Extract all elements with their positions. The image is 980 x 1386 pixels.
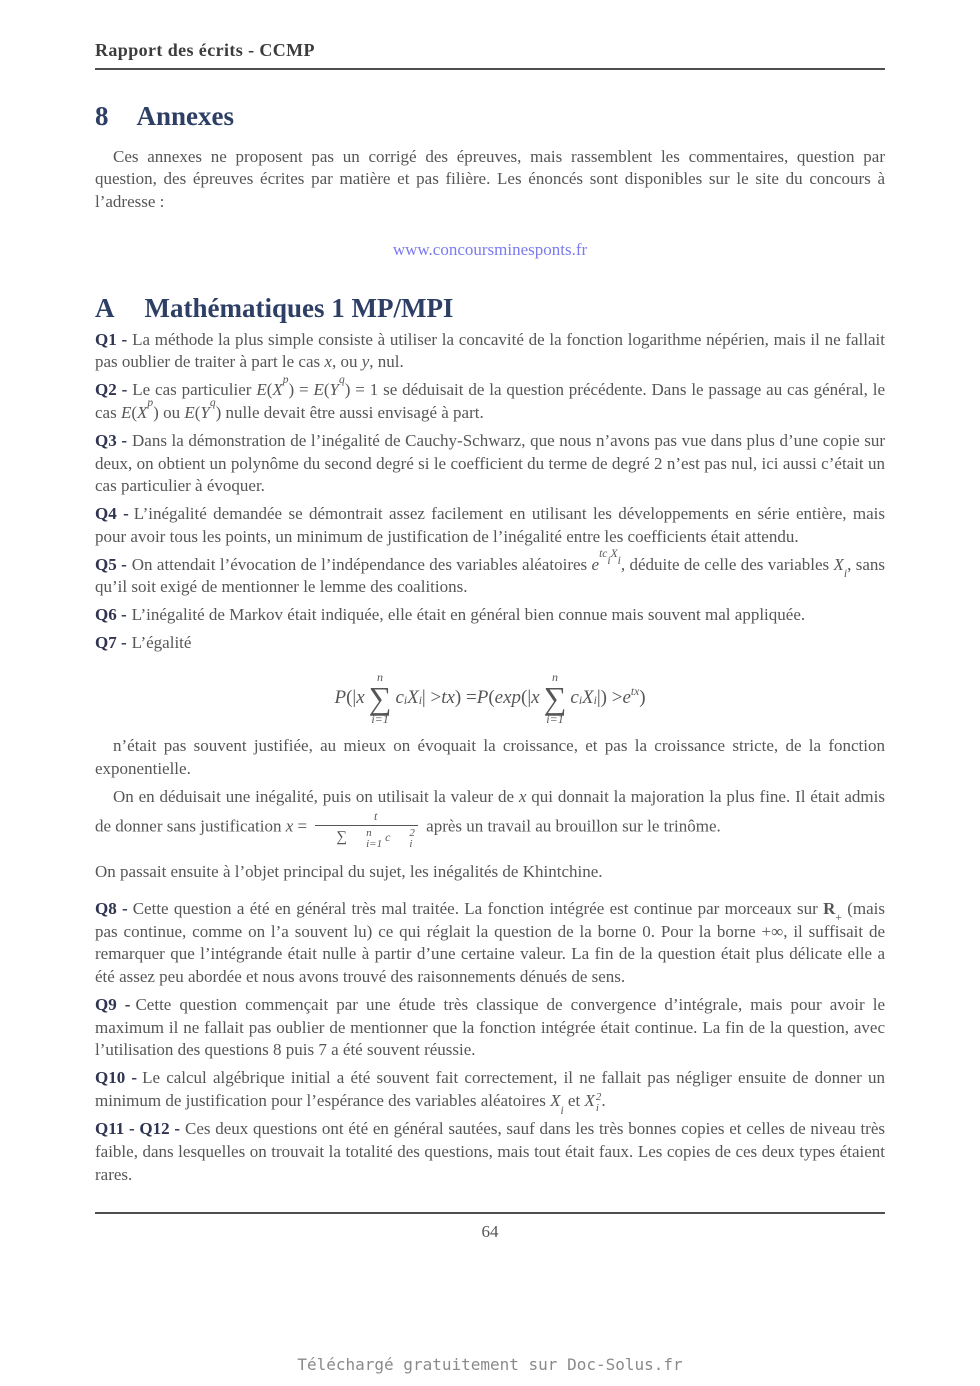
text-run: q [339, 373, 345, 386]
section-heading-math1 [95, 294, 885, 324]
text-run: i [843, 568, 848, 581]
subscript: i [409, 838, 413, 851]
question-paragraph-q4 [95, 503, 885, 549]
subscript [844, 568, 847, 580]
question-label: Q5 - [95, 554, 127, 574]
superscript [283, 374, 289, 386]
fraction-denominator [315, 825, 418, 849]
question-label: Q3 - [95, 430, 127, 450]
text-run: i [560, 1104, 564, 1117]
text-run: La méthode la plus simple consiste à utiliser la concavité de la fonction logarithme népérien, mais il ne fallait pas oublier de traiter à part le cas [95, 329, 885, 372]
paragraph-q7-comment-1 [95, 735, 885, 781]
text-run: R [823, 898, 836, 918]
concours-link[interactable]: www.concoursminesponts.fr [392, 239, 588, 259]
link-line [95, 240, 885, 260]
text-run: i [403, 695, 408, 708]
stacked-sup-sub [348, 828, 382, 850]
text-run: ( [488, 686, 495, 708]
question-label: Q4 - [95, 504, 129, 524]
text-run: p [282, 373, 289, 386]
paragraph-transition-khintchine [95, 861, 885, 884]
inline-fraction [315, 810, 418, 849]
question-label: Q10 - [95, 1068, 138, 1088]
text-run: X [272, 380, 283, 400]
text-run: On attendait l’évocation de l’indépendance des variables aléatoires [131, 554, 592, 574]
text-run: X [407, 686, 419, 708]
sum-lower-limit: i=1 [371, 712, 389, 727]
text-run: P [334, 686, 347, 708]
text-run: . [601, 1091, 606, 1110]
superscript [339, 374, 345, 386]
text-run: E [313, 380, 324, 400]
text-run: X [137, 402, 148, 422]
question-paragraph-q2 [95, 373, 886, 425]
text-run: x [324, 352, 332, 372]
section-title: Annexes [136, 101, 235, 131]
question-paragraph-q8 [95, 898, 885, 989]
text-run: , ou [331, 352, 362, 372]
text-run: | > [421, 686, 442, 708]
text-run: c [382, 829, 391, 844]
text-run: L’égalité [131, 632, 192, 652]
text-run: P [476, 686, 489, 708]
text-run: Cette question a été en général très mal traitée. La fonction intégrée est continue par morceaux sur [132, 898, 824, 918]
superscript [147, 397, 153, 409]
question-paragraph-q11-q12 [95, 1118, 885, 1186]
running-header [95, 0, 885, 70]
math-formula-khintchine-equality [95, 671, 885, 725]
text-run: X [833, 554, 844, 574]
question-paragraph-q7 [95, 632, 885, 655]
running-header-title: Rapport des écrits - CCMP [95, 40, 315, 60]
text-run: e [591, 554, 600, 574]
stacked-sup-sub [391, 828, 415, 850]
text-run: , sans qu’il soit exigé de mentionner le lemme des coalitions. [95, 554, 886, 597]
text-run: ( [266, 380, 273, 400]
question-label: Q9 - [95, 994, 131, 1014]
superscript [210, 397, 216, 409]
text-run: = [293, 816, 312, 836]
subscript [835, 912, 842, 924]
text-run: E [120, 402, 132, 422]
page-number: 64 [481, 1222, 499, 1242]
text-run: E [184, 402, 195, 422]
text-run: q [209, 396, 216, 409]
text-run: ) nulle devait être aussi envisagé à part. [215, 402, 484, 422]
text-run: X [610, 548, 618, 561]
text-run: ) = [454, 686, 477, 708]
text-run: tc [599, 548, 608, 561]
question-paragraph-q9 [95, 994, 885, 1062]
paragraph-q7-comment-2 [95, 786, 885, 851]
text-run: (| [521, 686, 532, 708]
text-run: Ces deux questions ont été en général sautées, sauf dans les très bonnes copies et celles de niveau très faible, dans lesquelles on trouvait la totalité des questions, mais tout était faux. Les copies de ces deux types étaient rares. [95, 1119, 885, 1184]
text-run: |) > [596, 686, 623, 708]
text-run: ( [323, 380, 330, 400]
text-run: + [835, 912, 842, 925]
text-run: X [584, 1091, 595, 1110]
subscript: i=1 [366, 838, 383, 851]
superscript: n [366, 827, 372, 840]
question-label: Q6 - [95, 605, 127, 625]
text-run: p [147, 396, 154, 409]
text-run: exp [494, 686, 522, 708]
text-run: n’était pas souvent justifiée, au mieux on évoquait la croissance, et pas la croissance stricte, de la fonction exponentielle. [95, 736, 885, 778]
section-heading-annexes [95, 102, 885, 132]
section-letter: A [95, 292, 115, 323]
text-run: ) ou [153, 402, 185, 422]
text-run: tx [441, 686, 455, 708]
question-label: Q2 - [95, 380, 128, 400]
text-run: et [563, 1091, 585, 1110]
subscript: i [595, 1102, 599, 1115]
text-run: Cette question commençait par une étude très classique de convergence d’intégrale, mais pour avoir le maximum il ne fallait pas oublier de mentionner que la fonction intégrée était continue. La fin de la question, avec l’utilisation des questions 8 puis 7 a été souvent réussie. [95, 994, 885, 1060]
text-run: Le calcul algébrique initial a été souvent fait correctement, il ne fallait pas négliger ensuite de donner un minimum de justification pour l’espérance des variables aléatoires [95, 1068, 885, 1110]
question-paragraph-q1 [95, 329, 885, 375]
sum-upper-limit: n [552, 669, 558, 684]
text-run: x [518, 786, 527, 806]
text-run: après un travail au brouillon sur le trinôme. [421, 816, 721, 836]
intro-paragraph: Ces annexes ne proposent pas un corrigé des épreuves, mais rassemblent les commentaires, question par question, des épreuves écrites par matière et pas filière. Les énoncés sont disponibles sur le site du concours à l’adresse : [95, 146, 885, 212]
text-run: (| [346, 686, 357, 708]
question-label: Q7 - [95, 632, 127, 652]
text-run: On passait ensuite à l’objet principal du sujet, les inégalités de Khintchine. [95, 862, 603, 882]
section-number: 8 [95, 101, 109, 131]
text-run: ( [194, 402, 201, 422]
superscript [599, 548, 621, 567]
question-paragraph-q5 [95, 548, 886, 600]
subscript [618, 555, 621, 567]
footer-rule [95, 1212, 885, 1214]
subscript [560, 1105, 563, 1117]
sigma-symbol: ∑ [368, 679, 392, 716]
text-run: Y [329, 380, 340, 400]
question-label: Q11 - Q12 - [95, 1119, 180, 1139]
text-run: tx [630, 686, 640, 699]
summation-operator [544, 671, 567, 725]
text-run: Y [200, 402, 210, 422]
text-run: X [550, 1091, 561, 1110]
text-run: i [578, 695, 583, 708]
question-label: Q8 - [95, 898, 128, 918]
subscript [607, 555, 610, 567]
text-run: y [361, 352, 370, 372]
text-run: On en déduisait une inégalité, puis on utilisait la valeur de [113, 786, 519, 806]
text-run: c [570, 686, 579, 708]
superscript: 2 [595, 1091, 602, 1104]
text-run: E [256, 380, 267, 400]
summation-operator [369, 671, 392, 725]
question-paragraph-q3 [95, 430, 885, 498]
download-notice: Téléchargé gratuitement sur Doc-Solus.fr [297, 1355, 683, 1374]
fraction-numerator [354, 810, 379, 825]
text-run: x [285, 816, 294, 836]
superscript: 2 [409, 827, 415, 840]
text-run: , déduite de celle des variables [620, 554, 834, 574]
question-label: Q1 - [95, 329, 128, 349]
question-paragraph-q6 [95, 604, 885, 627]
text-run: i [593, 695, 597, 708]
text-run: t [373, 809, 378, 824]
text-run: ) = [288, 380, 314, 400]
sigma-symbol: ∑ [336, 828, 348, 845]
text-run: L’inégalité de Markov était indiquée, elle était en général bien connue mais souvent mal appliquée. [131, 605, 806, 625]
text-run: ) [639, 686, 646, 708]
question-list [95, 329, 885, 1187]
section-title: Mathématiques 1 MP/MPI [144, 292, 454, 323]
text-run: L’inégalité demandée se démontrait assez facilement en utilisant les développements en série entière, mais pour avoir tous les points, un minimum de justification de l’inégalité entre les coefficients était attendu. [95, 504, 885, 546]
text-run: ) = 1 se déduisait de la question précédente. Dans le passage au cas général, le cas [95, 380, 886, 422]
text-run: ( [131, 402, 138, 422]
text-run: (mais pas continue, comme on l’a souvent lu) ce qui réglait la question de la borne 0. Pour la borne +∞, il suffisait de remarquer que l’intégrande était nulle à partir d’une certaine valeur. La fin de la question était plus délicate elle a été assez peu abordée et nous avons trouvé des raisonnements dénués de sens. [95, 898, 885, 987]
text-run: i [607, 554, 611, 567]
text-run: e [622, 686, 631, 708]
text-run: X [582, 686, 594, 708]
sigma-symbol: ∑ [543, 679, 567, 716]
text-run: i [617, 554, 621, 567]
header-rule [95, 68, 885, 70]
text-run: , nul. [369, 352, 404, 372]
text-run: Le cas particulier [132, 380, 257, 400]
text-run: i [418, 695, 422, 708]
sum-upper-limit: n [377, 669, 384, 684]
stacked-sup-sub [596, 1092, 602, 1114]
text-run: qui donnait la majoration la plus fine. Il était admis de donner sans justification [95, 786, 885, 836]
text-run: Dans la démonstration de l’inégalité de Cauchy-Schwarz, que nous n’avons pas vue dans plus d’une copie sur deux, on obtient un polynôme du second degré si le coefficient du terme de degré 2 n’est pas nul, ici aussi c’était un cas particulier à évoquer. [95, 430, 886, 496]
sum-lower-limit: i=1 [546, 712, 564, 727]
text-run: x [356, 686, 365, 708]
text-run: c [395, 686, 404, 708]
question-paragraph-q10 [95, 1067, 885, 1117]
text-run: x [531, 686, 540, 708]
